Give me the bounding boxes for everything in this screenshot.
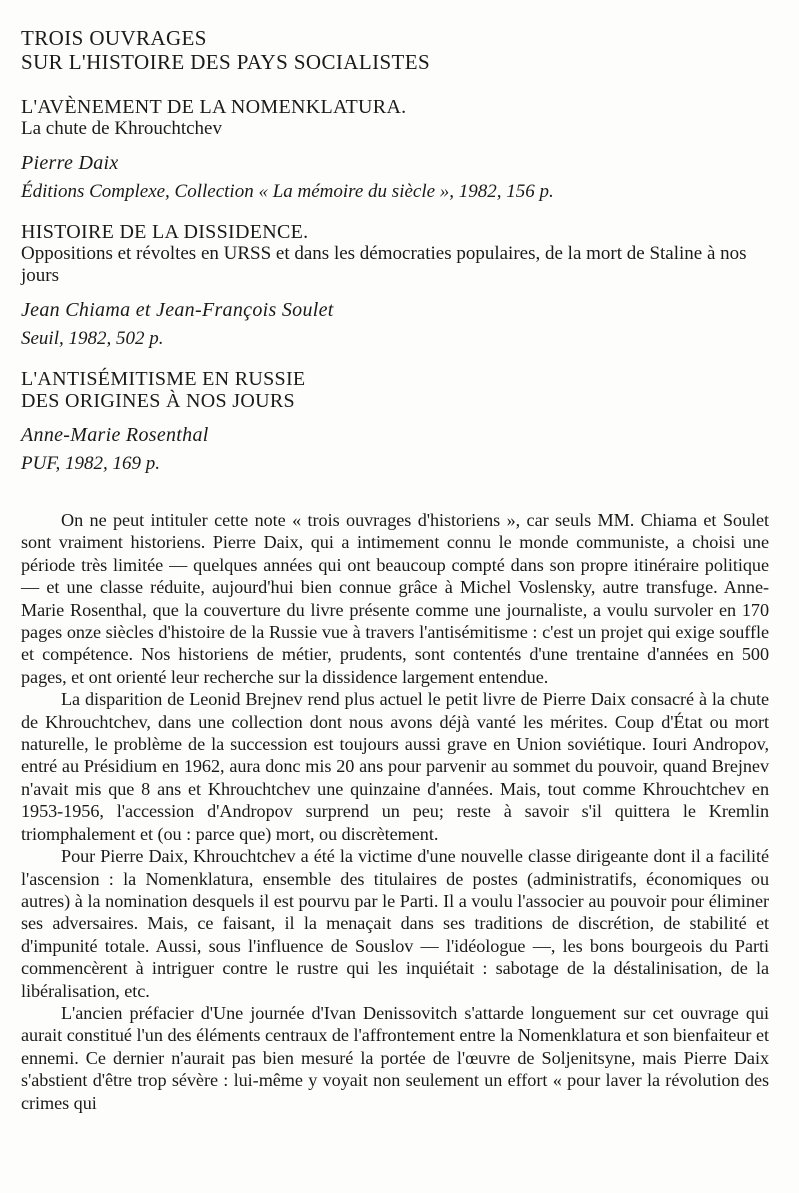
book-title-line-1: L'AVÈNEMENT DE LA NOMENKLATURA. (21, 96, 407, 118)
article-paragraph: Pour Pierre Daix, Khrouchtchev a été la victime d'une nouvelle classe dirigeante dont il a facilité l'ascension : la Nomenklatura, ensemble des titulaires de postes (administratifs, économiques ou autres) à la nomination desquels il est pourvu par le Parti. Il a voulu l'associer au pouvoir pour éliminer ses adversaires. Mais, ce faisant, il la menaçait dans ses traditions de discrétion, de stabilité et d'impunité totale. Aussi, sous l'influence de Souslov — l'idéologue —, les bons bourgeois du Parti commencèrent à intriguer contre le rustre qui les inquiétait : sabotage de la déstalinisation, de la libéralisation, etc. (21, 846, 769, 1001)
book-publisher: Seuil, 1982, 502 p. (21, 328, 164, 349)
book-publisher: PUF, 1982, 169 p. (21, 453, 160, 474)
book-entry-1 (21, 96, 769, 203)
page-title-line-2: SUR L'HISTOIRE DES PAYS SOCIALISTES (21, 50, 431, 74)
book-title-line-2: DES ORIGINES À NOS JOURS (21, 390, 295, 412)
book-title-line-1: HISTOIRE DE LA DISSIDENCE. (21, 221, 309, 243)
book-title (21, 221, 769, 243)
book-subtitle: La chute de Khrouchtchev (21, 118, 222, 139)
book-title (21, 368, 769, 412)
book-entry-2 (21, 221, 769, 350)
book-entry-3 (21, 368, 769, 475)
book-author: Anne-Marie Rosenthal (21, 424, 209, 446)
page-title-line-1: TROIS OUVRAGES (21, 26, 207, 50)
article-body (21, 509, 769, 1114)
book-publisher: Éditions Complexe, Collection « La mémoire du siècle », 1982, 156 p. (21, 181, 554, 202)
book-title-line-1: L'ANTISÉMITISME EN RUSSIE (21, 368, 306, 390)
book-author: Jean Chiama et Jean-François Soulet (21, 299, 334, 321)
article-paragraph: La disparition de Leonid Brejnev rend plus actuel le petit livre de Pierre Daix consacré à la chute de Khrouchtchev, dans une collection dont nous avons déjà vanté les mérites. Coup d'État ou mort naturelle, le problème de la succession est toujours aussi grave en Union soviétique. Iouri Andropov, entré au Présidium en 1962, aura donc mis 20 ans pour parvenir au sommet du pouvoir, quand Brejnev n'avait mis que 8 ans et Khrouchtchev une quinzaine d'années. Mais, tout comme Khrouchtchev en 1953-1956, l'accession d'Andropov surprend un peu; reste à savoir s'il quittera le Kremlin triomphalement et (ou : parce que) mort, ou discrètement. (21, 689, 769, 844)
book-author: Pierre Daix (21, 152, 119, 174)
article-paragraph: L'ancien préfacier d'Une journée d'Ivan Denissovitch s'attarde longuement sur cet ouvrage qui aurait constitué l'un des éléments centraux de l'affrontement entre la Nomenklatura et son bienfaiteur et ennemi. Ce dernier n'aurait pas bien mesuré la portée de l'œuvre de Soljenitsyne, mais Pierre Daix s'abstient d'être trop sévère : lui-même y voyait non seulement un effort « pour laver la révolution des crimes qui (21, 1002, 769, 1113)
article-paragraph: On ne peut intituler cette note « trois ouvrages d'historiens », car seuls MM. Chiama et Soulet sont vraiment historiens. Pierre Daix, qui a intimement connu le monde communiste, a choisi une période très limitée — quelques années qui ont beaucoup compté dans son propre itinéraire politique — et une classe réduite, aujourd'hui bien connue grâce à Michel Voslensky, autre transfuge. Anne-Marie Rosenthal, que la couverture du livre présente comme une journaliste, a voulu survoler en 170 pages onze siècles d'histoire de la Russie vue à travers l'antisémitisme : c'est un projet qui exige souffle et compétence. Nos historiens de métier, prudents, sont contentés d'une trentaine d'années en 500 pages, et ont orienté leur recherche sur la dissidence largement entendue. (21, 510, 769, 687)
book-subtitle: Oppositions et révoltes en URSS et dans les démocraties populaires, de la mort de Staline à nos jours (21, 243, 747, 286)
page-title (21, 26, 769, 74)
book-title (21, 96, 769, 118)
